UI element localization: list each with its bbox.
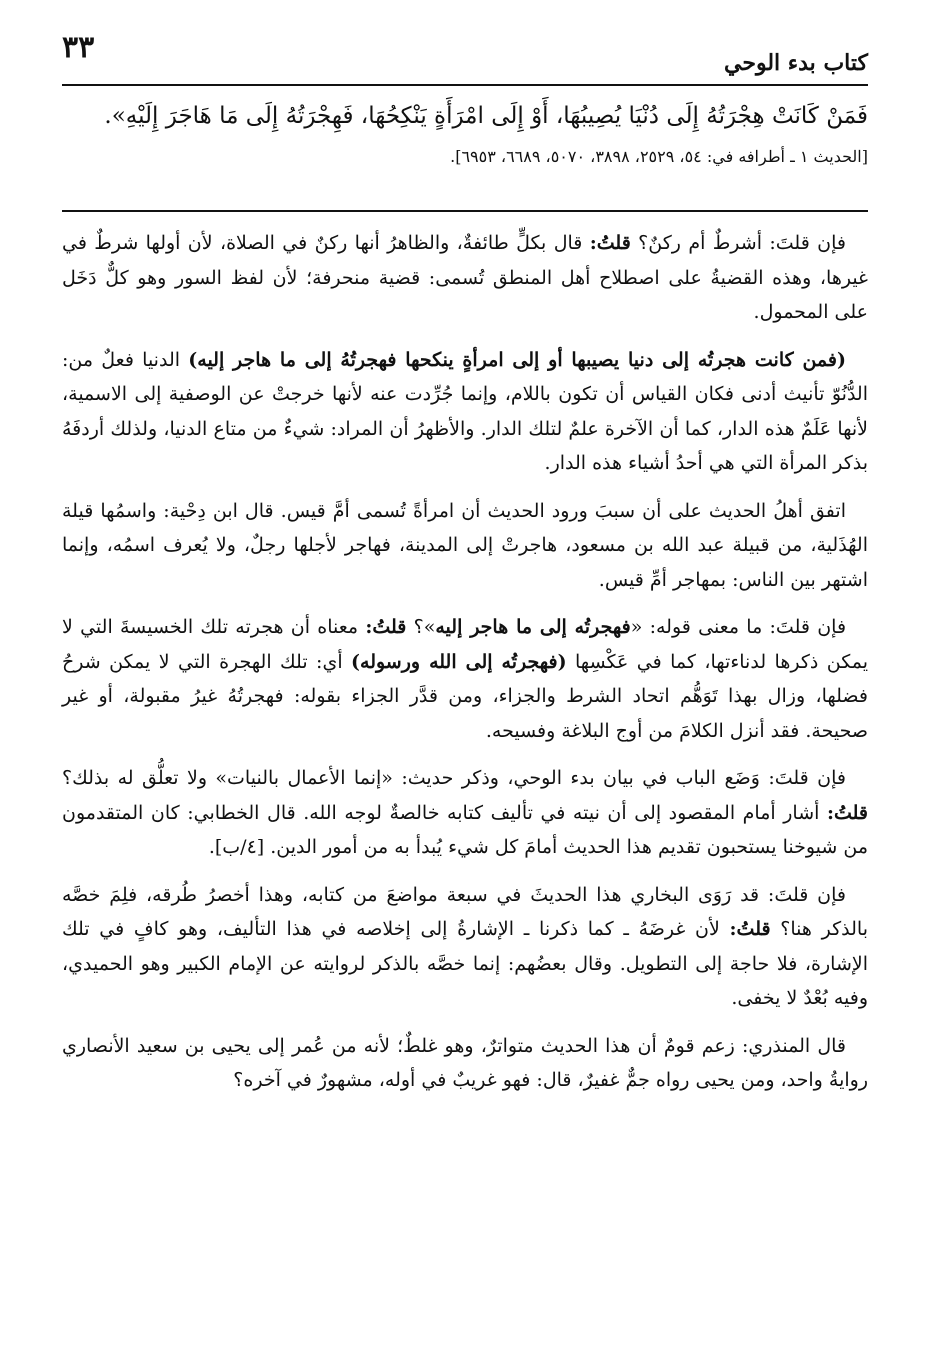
paragraph xyxy=(62,1029,868,1098)
text-run: لأن غرضَهُ ـ كما ذكرنا ـ الإشارةُ إلى إخلاصه في هذا التأليف، وهو كافٍ في تلك الإشارة، فلا حاجة إلى التطويل. وقال بعضُهم: إنما خصَّه بالذكر لروايته عن الإمام الكبير وهو الحميدي، وفيه بُعْدٌ لا يخفى. xyxy=(62,918,868,1009)
text-run: فإن قلتَ: قد رَوَى البخاري هذا الحديثَ في سبعة مواضعَ من كتابه، وهذا أخصرُ طُرقه، فلِمَ خصَّه بالذكر هنا؟ xyxy=(62,883,869,940)
paragraph xyxy=(62,343,868,481)
paragraph xyxy=(62,761,868,865)
paragraph xyxy=(62,226,868,330)
text-run: فإن قلتَ: ما معنى قوله: « xyxy=(630,616,847,638)
page-number: ٣٣ xyxy=(62,30,95,65)
hadith-block xyxy=(62,92,868,174)
text-run: معناه أن هجرته تلك الخسيسةَ التي لا يمكن ذكرها لدناءتها، كما في عَكْسِها xyxy=(62,616,868,673)
bold-run: قلتُ: xyxy=(365,616,407,638)
hadith-reference: [الحديث ١ ـ أطرافه في: ٥٤، ٢٥٢٩، ٣٨٩٨، ٥٠٧٠، ٦٦٨٩، ٦٩٥٣]. xyxy=(450,147,868,166)
separator-rule xyxy=(62,210,868,212)
bold-run: (فهجرتُه إلى الله ورسوله) xyxy=(351,650,567,673)
bold-run: فهجرتُه إلى ما هاجر إليه xyxy=(435,616,631,638)
text-run: أشار أمام المقصود إلى أن نيته في تأليف كتابه خالصةٌ لوجه الله. قال الخطابي: كان المتقدمون من شيوخنا يستحبون تقديم هذا الحديث أمامَ كل شيء يُبدأ به من أمور الدين. [٤/ب]. xyxy=(62,801,868,858)
text-run: أي: تلك الهجرة التي لا يمكن شرحُ فضلها، وزال بهذا تَوَهُّم اتحاد الشرط والجزاء، ومن قدَّر الجزاء بقوله: فهجرتُهُ غيرُ مقبولة، أو غير صحيحة. فقد أنزل الكلامَ من أوج البلاغة وفسيحه. xyxy=(62,650,868,742)
commentary xyxy=(62,226,868,1111)
quoted-matn: (فمن كانت هجرتُه إلى دنيا يصيبها أو إلى امرأةٍ ينكحها فهجرتُهُ إلى ما هاجر إليه) xyxy=(188,348,846,371)
bold-run: قلتُ: xyxy=(589,232,631,254)
paragraph xyxy=(62,610,868,748)
chapter-title: كتاب بدء الوحي xyxy=(724,50,868,76)
bold-run: قلتُ: xyxy=(729,918,771,940)
text-run: قال بكلٍّ طائفةٌ، والظاهرُ أنها ركنٌ في الصلاة، لأن أولها شرطٌ في غيرها، وهذه القضيةُ على اصطلاح أهل المنطق تُسمى: قضية منحرفة؛ لأن لفظ السور وهو كلٌّ دَخَل على المحمول. xyxy=(62,232,868,323)
paragraph xyxy=(62,494,868,598)
running-header xyxy=(62,30,868,78)
text-run: قال المنذري: زعم قومٌ أن هذا الحديث متواترٌ، وهو غلطٌ؛ لأنه من عُمر إلى يحيى بن سعيد الأنصاري روايةُ واحد، ومن يحيى رواه جمٌّ غفيرٌ، قال: فهو غريبٌ في أوله، مشهورٌ في آخره؟ xyxy=(62,1034,868,1091)
text-run: الدنيا فعلٌ من: الدُّنُوّ تأنيث أدنى فكان القياس أن تكون باللام، وإنما جُرِّدت عنه لأنها خرجتْ عن الوصفية إلى الاسمية، لأنها عَلَمٌ هذه الدار، كما أن الآخرة علمٌ لتلك الدار. والأظهرُ أن المراد: شيءٌ من متاع الدنيا، ولذلك أردفَهُ بذكر المرأة التي هي أحدُ أشياء هذه الدار. xyxy=(62,348,868,474)
text-run: فإن قلتَ: أشرطٌ أم ركنٌ؟ xyxy=(630,232,846,254)
header-rule xyxy=(62,84,868,86)
hadith-text: فَمَنْ كَانَتْ هِجْرَتُهُ إِلَى دُنْيَا يُصِيبُهَا، أَوْ إِلَى امْرَأَةٍ يَنْكِحُهَا، فَهِجْرَتُهُ إِلَى مَا هَاجَرَ إِلَيْهِ». xyxy=(104,103,868,129)
text-run: »؟ xyxy=(406,616,436,638)
bold-run: قلتُ: xyxy=(826,801,868,824)
text-run: فإن قلتَ: وَضَع الباب في بيان بدء الوحي، وذكر حديث: «إنما الأعمال بالنيات» ولا تعلُّق له بذلك؟ xyxy=(62,767,846,789)
text-run: اتفق أهلُ الحديث على أن سببَ ورود الحديث أن امرأةً تُسمى أمَّ قيس. قال ابن دِحْية: واسمُها قيلة الهُذَلية، من قبيلة عبد الله بن مسعود، هاجرتْ إلى المدينة، فهاجر لأجلها رجلٌ، ولا يُعرف اسمُه، وإنما اشتهر بين الناس: بمهاجر أمِّ قيس. xyxy=(62,499,868,591)
paragraph xyxy=(62,878,868,1016)
